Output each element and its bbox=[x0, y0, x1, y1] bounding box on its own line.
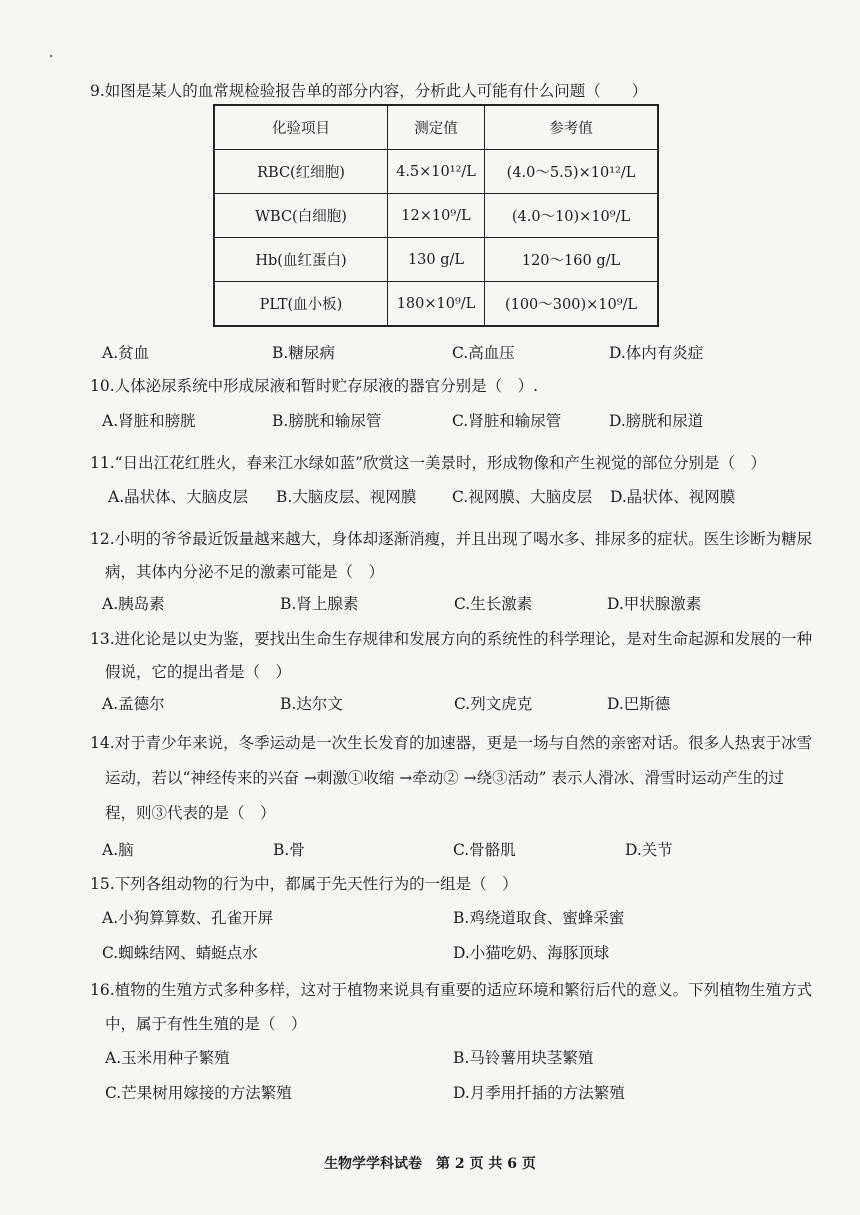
option-a: A.脑 bbox=[102, 841, 134, 859]
q10-stem: 10.人体泌尿系统中形成尿液和暂时贮存尿液的器官分别是（ ）. bbox=[90, 377, 539, 395]
option-a: A.小狗算算数、孔雀开屏 bbox=[102, 909, 274, 927]
option-d: D.体内有炎症 bbox=[609, 344, 704, 362]
table-header: 测定值 bbox=[388, 105, 485, 150]
option-c: C.芒果树用嫁接的方法繁殖 bbox=[105, 1084, 292, 1102]
q14-stem: 14.对于青少年来说，冬季运动是一次生长发育的加速器，更是一场与自然的亲密对话。很多人热衷于冰雪 bbox=[90, 734, 813, 752]
option-c: C.蜘蛛结网、蜻蜓点水 bbox=[102, 944, 258, 962]
option-b: B.肾上腺素 bbox=[280, 595, 359, 613]
q12-stem-cont: 病，其体内分泌不足的激素可能是（ ） bbox=[105, 563, 385, 581]
table-row bbox=[214, 194, 658, 238]
q9-stem: 9.如图是某人的血常规检验报告单的部分内容，分析此人可能有什么问题（ ） bbox=[90, 82, 648, 100]
q11-stem: 11.“日出江花红胜火，春来江水绿如蓝”欣赏这一美景时，形成物像和产生视觉的部位分别是（ ） bbox=[90, 454, 767, 472]
table-header: 参考值 bbox=[485, 105, 659, 150]
option-a: A.孟德尔 bbox=[102, 695, 165, 713]
table-cell: 120～160 g/L bbox=[485, 238, 659, 282]
option-b: B.达尔文 bbox=[280, 695, 343, 713]
option-d: D.膀胱和尿道 bbox=[609, 412, 704, 430]
option-d: D.关节 bbox=[625, 841, 673, 859]
page-footer: 生物学学科试卷 第 2 页 共 6 页 bbox=[324, 1156, 536, 1172]
option-c: C.列文虎克 bbox=[454, 695, 533, 713]
table-row bbox=[214, 282, 658, 327]
option-b: B.马铃薯用块茎繁殖 bbox=[453, 1049, 594, 1067]
option-c: C.高血压 bbox=[452, 344, 515, 362]
table-row bbox=[214, 150, 658, 194]
table-cell: (4.0～5.5)×10¹²/L bbox=[485, 150, 659, 194]
option-d: D.月季用扦插的方法繁殖 bbox=[453, 1084, 625, 1102]
q14-stem-cont: 运动，若以“神经传来的兴奋 →刺激①收缩 →牵动② →绕③活动” 表示人滑冰、滑雪时运动产生的过 bbox=[105, 769, 785, 787]
option-d: D.小猫吃奶、海豚顶球 bbox=[453, 944, 610, 962]
option-a: A.肾脏和膀胱 bbox=[102, 412, 196, 430]
option-a: A.贫血 bbox=[102, 344, 150, 362]
table-cell: WBC(白细胞) bbox=[214, 194, 388, 238]
table-cell: Hb(血红蛋白) bbox=[214, 238, 388, 282]
q16-stem-cont: 中，属于有性生殖的是（ ） bbox=[105, 1015, 307, 1033]
q15-stem: 15.下列各组动物的行为中，都属于先天性行为的一组是（ ） bbox=[90, 875, 518, 893]
q13-stem: 13.进化论是以史为鉴，要找出生命生存规律和发展方向的系统性的科学理论，是对生命起源和发展的一种 bbox=[90, 630, 813, 648]
table-row bbox=[214, 238, 658, 282]
option-b: B.骨 bbox=[273, 841, 305, 859]
table-cell: RBC(红细胞) bbox=[214, 150, 388, 194]
option-b: B.鸡绕道取食、蜜蜂采蜜 bbox=[453, 909, 625, 927]
option-c: C.肾脏和输尿管 bbox=[452, 412, 562, 430]
q13-stem-cont: 假说，它的提出者是（ ） bbox=[105, 663, 292, 681]
option-b: B.膀胱和输尿管 bbox=[272, 412, 382, 430]
q16-stem: 16.植物的生殖方式多种多样，这对于植物来说具有重要的适应环境和繁衍后代的意义。下列植物生殖方式 bbox=[90, 981, 813, 999]
table-header: 化验项目 bbox=[214, 105, 388, 150]
option-b: B.大脑皮层、视网膜 bbox=[276, 488, 417, 506]
q14-stem-cont: 程，则③代表的是（ ） bbox=[105, 804, 276, 822]
table-cell: 12×10⁹/L bbox=[388, 194, 485, 238]
option-d: D.甲状腺激素 bbox=[607, 595, 702, 613]
blood-report-table bbox=[213, 104, 659, 327]
option-a: A.晶状体、大脑皮层 bbox=[108, 488, 249, 506]
table-cell: (4.0～10)×10⁹/L bbox=[485, 194, 659, 238]
table-cell: (100～300)×10⁹/L bbox=[485, 282, 659, 327]
table-header-row bbox=[214, 105, 658, 150]
option-c: C.骨骼肌 bbox=[453, 841, 516, 859]
q12-stem: 12.小明的爷爷最近饭量越来越大，身体却逐渐消瘦，并且出现了喝水多、排尿多的症状。医生诊断为糖尿 bbox=[90, 530, 813, 548]
option-b: B.糖尿病 bbox=[272, 344, 335, 362]
option-a: A.玉米用种子繁殖 bbox=[105, 1049, 230, 1067]
table-cell: 180×10⁹/L bbox=[388, 282, 485, 327]
table-cell: 4.5×10¹²/L bbox=[388, 150, 485, 194]
option-d: D.巴斯德 bbox=[607, 695, 671, 713]
option-d: D.晶状体、视网膜 bbox=[610, 488, 736, 506]
option-c: C.生长激素 bbox=[454, 595, 533, 613]
scan-speck bbox=[50, 55, 52, 57]
option-a: A.胰岛素 bbox=[102, 595, 165, 613]
option-c: C.视网膜、大脑皮层 bbox=[452, 488, 593, 506]
table-cell: 130 g/L bbox=[388, 238, 485, 282]
table-cell: PLT(血小板) bbox=[214, 282, 388, 327]
